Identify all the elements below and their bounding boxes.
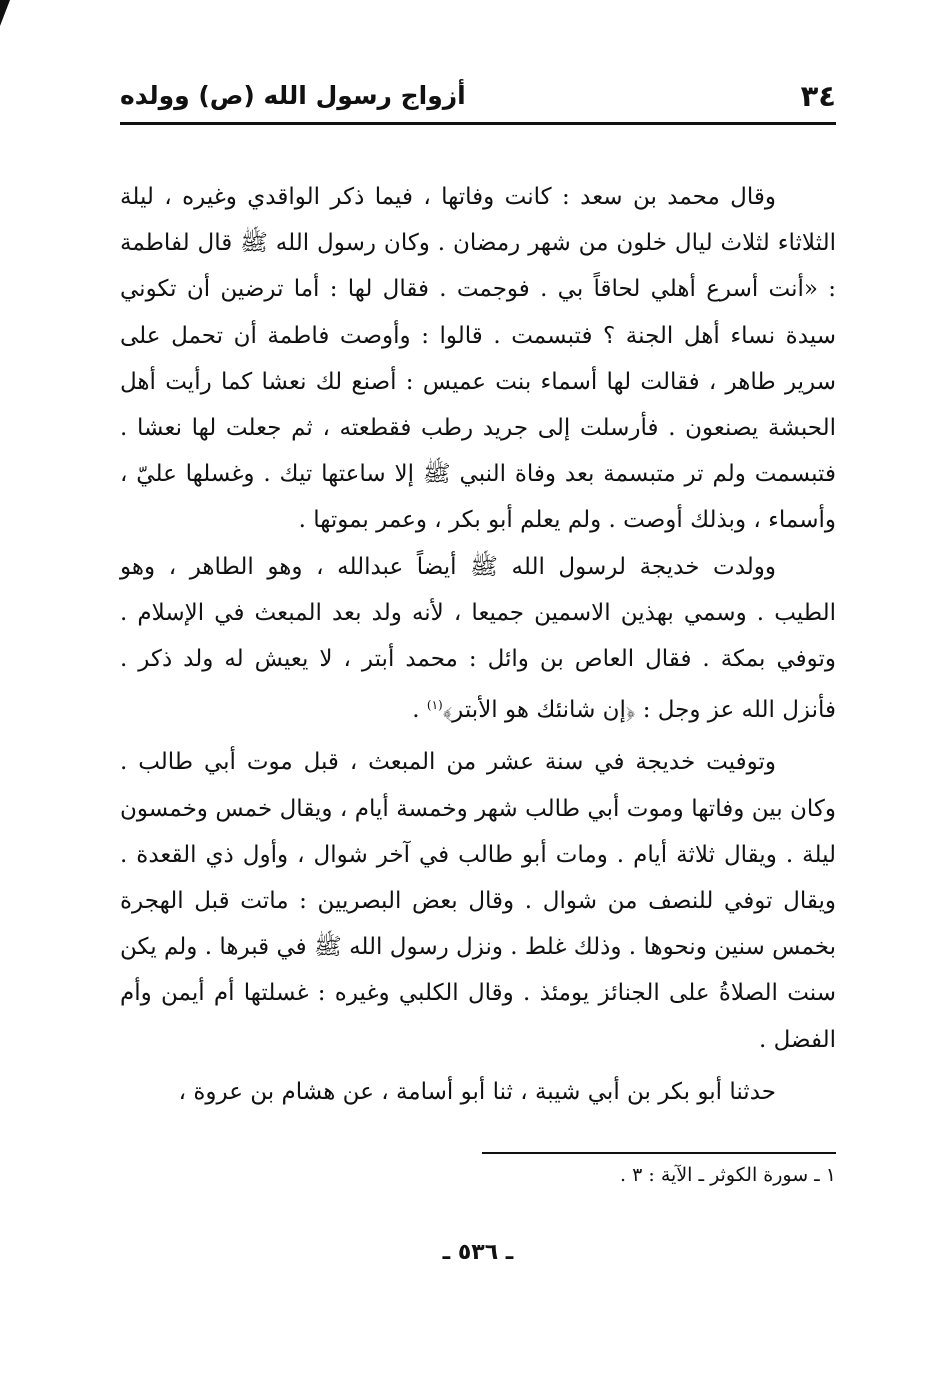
text-line: نعشا . فتبسمت ولم تر متبسمة بعد وفاة النبي ﷺ إلا ساعتها تيك . وغسلها bbox=[120, 415, 836, 488]
footnote-ref[interactable]: (١) bbox=[426, 698, 443, 713]
text-line: ويقال ثلاثة أيام . ومات أبو طالب في آخر شوال ، وأول ذي القعدة . bbox=[120, 841, 777, 868]
text-line: الطيب . وسمي بهذين الاسمين جميعا ، لأنه ولد بعد المبعث في الإسلام . bbox=[120, 599, 836, 626]
text-line: أهل الحبشة يصنعون . فأرسلت إلى جريد رطب فقطعته ، ثم جعلت لها bbox=[120, 368, 836, 442]
body-text bbox=[120, 174, 836, 1115]
page-number: ٣٤ bbox=[800, 79, 836, 113]
paragraph-3 bbox=[120, 739, 836, 1062]
text-line: عليّ ، وأسماء ، وبذلك أوصت . ولم يعلم أبو بكر ، وعمر بموتها . bbox=[120, 461, 836, 534]
text-line: وتوفي بمكة . فقال العاص بن وائل : محمد أبتر ، لا يعيش له ولد ذكر . bbox=[120, 646, 836, 673]
text-line: على سرير طاهر ، فقالت لها أسماء بنت عميس : أصنع لك نعشا كما رأيت bbox=[120, 322, 837, 395]
paragraph-1 bbox=[120, 174, 836, 544]
corner-mark bbox=[0, 0, 10, 26]
text-line: وأم الفضل . bbox=[120, 980, 836, 1053]
folio: ـ ٥٣٦ ـ bbox=[442, 1240, 514, 1265]
text-line: يكن سنت الصلاةُ على الجنائز يومئذ . وقال الكلبي وغيره : غسلتها أم أيمن bbox=[120, 934, 837, 1007]
paragraph-2 bbox=[120, 544, 836, 734]
text-line-tail: . bbox=[412, 697, 427, 724]
text-line: ويقال توفي للنصف من شوال . وقال بعض البصريين : ماتت قبل الهجرة bbox=[120, 888, 836, 915]
text-line: وقال محمد بن سعد : كانت وفاتها ، فيما ذكر الواقدي وغيره ، ليلة bbox=[120, 184, 776, 210]
running-title: أزواج رسول الله (ص) وولده bbox=[120, 81, 466, 110]
text-line: فأنزل الله عز وجل : ﴿إن شانئك هو الأبتر﴾ bbox=[442, 697, 836, 724]
text-line: حدثنا أبو بكر بن أبي شيبة ، ثنا أبو أسامة ، عن هشام بن عروة ، bbox=[178, 1078, 776, 1105]
footnote-rule bbox=[482, 1152, 836, 1154]
paragraph-4 bbox=[120, 1069, 836, 1115]
text-line: الثلاثاء لثلاث ليال خلون من شهر رمضان . وكان رسول الله ﷺ قال bbox=[197, 230, 836, 257]
footnote: ١ ـ سورة الكوثر ـ الآية : ٣ . bbox=[620, 1164, 836, 1186]
text-line: لفاطمة : «أنت أسرع أهلي لحاقاً بي . فوجمت . فقال لها : أما ترضين أن bbox=[120, 230, 837, 303]
text-line: بين وفاتها وموت أبي طالب شهر وخمسة أيام ، ويقال خمس وخمسون ليلة . bbox=[120, 795, 837, 868]
text-line: تكوني سيدة نساء أهل الجنة ؟ فتبسمت . قالوا : وأوصت فاطمة أن تحمل bbox=[120, 276, 836, 349]
text-line: بخمس سنين ونحوها . وذلك غلط . ونزل رسول الله ﷺ في قبرها . ولم bbox=[163, 934, 837, 961]
text-line: وتوفيت خديجة في سنة عشر من المبعث ، قبل موت أبي طالب . وكان bbox=[120, 749, 836, 822]
header-rule bbox=[120, 122, 836, 125]
running-header bbox=[120, 72, 836, 116]
text-line: وولدت خديجة لرسول الله ﷺ أيضاً عبدالله ، وهو الطاهر ، وهو bbox=[120, 553, 776, 580]
